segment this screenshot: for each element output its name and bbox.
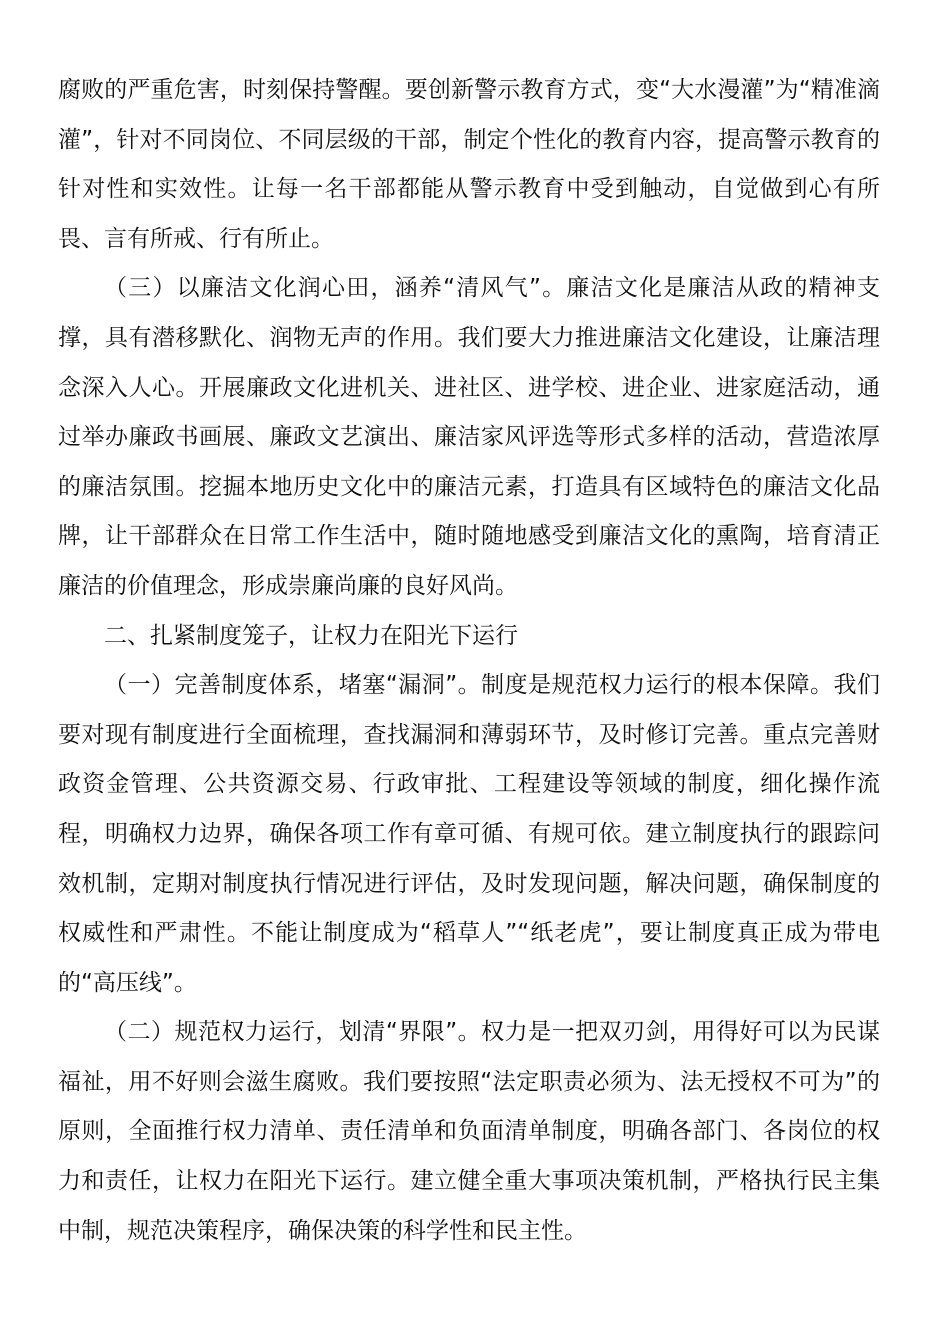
document-page [58,66,880,1256]
paragraph-subsection-two: （二）规范权力运行，划清“界限”。权力是一把双刃剑，用得好可以为民谋福祉，用不好则会滋生腐败。我们要按照“法定职责必须为、法无授权不可为”的原则，全面推行权力清单、责任清单和负面清单制度，明确各部门、各岗位的权力和责任，让权力在阳光下运行。建立健全重大事项决策机制，严格执行民主集中制，规范决策程序，确保决策的科学性和民主性。 [58,1019,880,1244]
section-heading-two: 二、扎紧制度笼子，让权力在阳光下运行 [104,622,518,649]
paragraph-subsection-one: （一）完善制度体系，堵塞“漏洞”。制度是规范权力运行的根本保障。我们要对现有制度进行全面梳理，查找漏洞和薄弱环节，及时修订完善。重点完善财政资金管理、公共资源交易、行政审批、工程建设等领域的制度，细化操作流程，明确权力边界，确保各项工作有章可循、有规可依。建立制度执行的跟踪问效机制，定期对制度执行情况进行评估，及时发现问题，解决问题，确保制度的权威性和严肃性。不能让制度成为“稻草人”“纸老虎”，要让制度真正成为带电的“高压线”。 [58,672,880,996]
paragraph-subsection-three: （三）以廉洁文化润心田，涵养“清风气”。廉洁文化是廉洁从政的精神支撑，具有潜移默化、润物无声的作用。我们要大力推进廉洁文化建设，让廉洁理念深入人心。开展廉政文化进机关、进社区、进学校、进企业、进家庭活动，通过举办廉政书画展、廉政文艺演出、廉洁家风评选等形式多样的活动，营造浓厚的廉洁氛围。挖掘本地历史文化中的廉洁元素，打造具有区域特色的廉洁文化品牌，让干部群众在日常工作生活中，随时随地感受到廉洁文化的熏陶，培育清正廉洁的价值理念，形成崇廉尚廉的良好风尚。 [58,275,880,599]
paragraph-continuation: 腐败的严重危害，时刻保持警醒。要创新警示教育方式，变“大水漫灌”为“精准滴灌”，针对不同岗位、不同层级的干部，制定个性化的教育内容，提高警示教育的针对性和实效性。让每一名干部都能从警示教育中受到触动，自觉做到心有所畏、言有所戒、行有所止。 [58,77,880,252]
